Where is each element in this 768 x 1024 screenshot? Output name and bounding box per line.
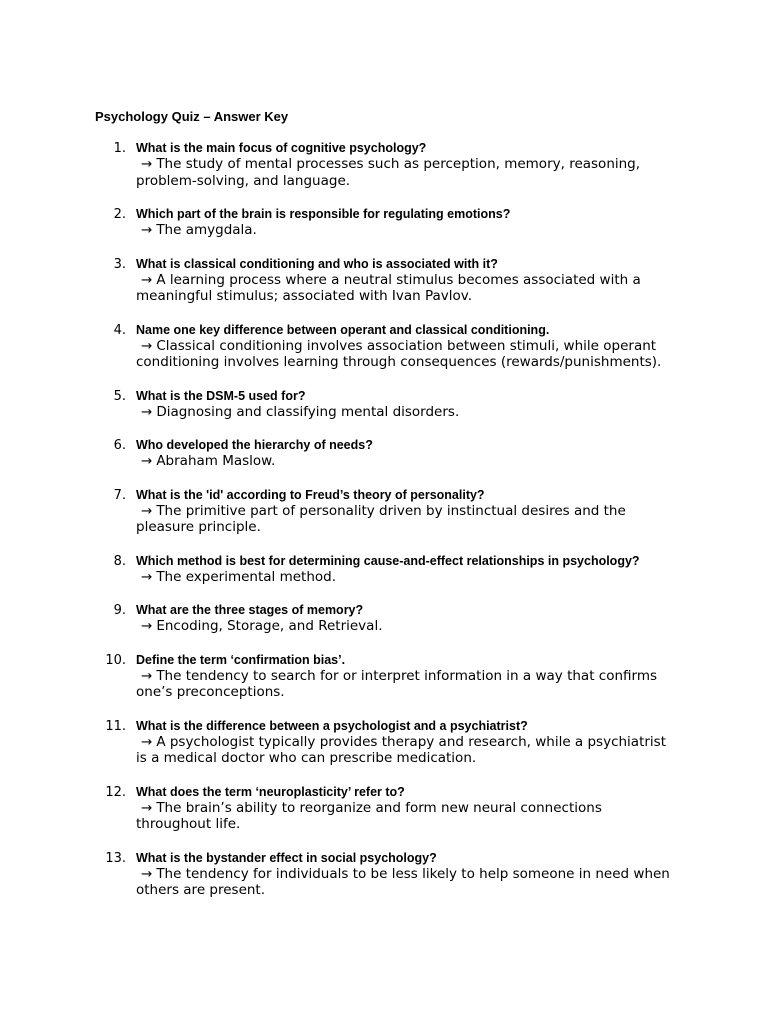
question-text: Name one key difference between operant and classical conditioning. — [136, 322, 550, 337]
question-text: What is the DSM-5 used for? — [136, 388, 306, 403]
arrow-icon: → — [141, 271, 153, 288]
question-number: 11. — [105, 718, 126, 734]
arrow-icon: → — [141, 733, 153, 750]
answer-content: Classical conditioning involves association between stimuli, while operant conditioning involves learning through consequences (rewards/punishments). — [136, 337, 662, 370]
answer-text — [136, 618, 681, 635]
answer-content: The tendency for individuals to be less likely to help someone in need when others are present. — [136, 865, 670, 898]
answer-text — [136, 668, 681, 701]
answer-content: The experimental method. — [156, 568, 336, 585]
answer-text — [136, 404, 681, 421]
answer-text — [136, 503, 681, 536]
question-text: What are the three stages of memory? — [136, 603, 364, 617]
question-number: 3. — [113, 256, 126, 272]
arrow-icon: → — [141, 222, 153, 238]
answer-text — [136, 734, 681, 767]
arrow-icon: → — [141, 337, 153, 354]
question-text: What is the bystander effect in social psychology? — [136, 850, 437, 865]
question-item-8 — [0, 553, 768, 586]
answer-text — [136, 866, 681, 899]
question-number: 10. — [105, 652, 126, 668]
question-number: 7. — [113, 487, 126, 503]
question-text: Who developed the hierarchy of needs? — [136, 438, 373, 452]
question-text: What is the 'id' according to Freud’s theory of personality? — [136, 487, 485, 502]
question-item-5 — [0, 388, 768, 421]
question-item-2 — [0, 206, 768, 239]
question-item-6 — [0, 437, 768, 470]
answer-content: A learning process where a neutral stimulus becomes associated with a meaningful stimulus; associated with Ivan Pavlov. — [136, 271, 641, 304]
question-text: What does the term ‘neuroplasticity’ refer to? — [136, 784, 405, 799]
question-text: What is the main focus of cognitive psychology? — [136, 141, 427, 155]
question-number: 13. — [105, 850, 126, 866]
question-list — [0, 140, 768, 916]
question-item-11 — [0, 718, 768, 767]
arrow-icon: → — [141, 453, 153, 469]
answer-content: The brain’s ability to reorganize and form new neural connections throughout life. — [136, 799, 602, 832]
question-item-4 — [0, 322, 768, 371]
question-number: 9. — [113, 603, 126, 618]
question-text: Which part of the brain is responsible for regulating emotions? — [136, 207, 511, 221]
arrow-icon: → — [141, 865, 153, 882]
arrow-icon: → — [141, 799, 153, 816]
question-item-13 — [0, 850, 768, 899]
question-number: 5. — [113, 388, 126, 404]
document-title — [91, 108, 288, 126]
question-item-9 — [0, 602, 768, 635]
question-text: Define the term ‘confirmation bias’. — [136, 652, 346, 667]
question-number: 2. — [113, 207, 126, 222]
answer-text — [136, 569, 681, 586]
answer-content: A psychologist typically provides therapy and research, while a psychiatrist is a medical doctor who can prescribe medication. — [136, 733, 666, 766]
answer-text — [136, 222, 681, 239]
arrow-icon: → — [141, 156, 153, 172]
question-number: 1. — [113, 141, 126, 156]
arrow-icon: → — [141, 667, 153, 684]
answer-content: The study of mental processes such as perception, memory, reasoning, problem-solving, and language. — [136, 156, 641, 189]
question-item-12 — [0, 784, 768, 833]
answer-content: The primitive part of personality driven by instinctual desires and the pleasure principle. — [136, 502, 626, 535]
answer-text — [136, 800, 681, 833]
question-text: Which method is best for determining cause-and-effect relationships in psychology? — [136, 553, 640, 568]
answer-content: Diagnosing and classifying mental disorders. — [156, 403, 460, 420]
answer-text — [136, 272, 681, 305]
arrow-icon: → — [141, 568, 153, 585]
answer-content: Encoding, Storage, and Retrieval. — [156, 618, 383, 634]
arrow-icon: → — [141, 403, 153, 420]
arrow-icon: → — [141, 502, 153, 519]
answer-content: The tendency to search for or interpret information in a way that confirms one’s preconceptions. — [136, 667, 658, 700]
answer-text — [136, 156, 681, 189]
question-number: 12. — [105, 784, 126, 800]
question-item-1 — [0, 140, 768, 189]
question-number: 6. — [113, 438, 126, 453]
question-text: What is the difference between a psychologist and a psychiatrist? — [136, 718, 528, 733]
answer-text — [136, 338, 681, 371]
arrow-icon: → — [141, 618, 153, 634]
answer-content: Abraham Maslow. — [156, 453, 276, 469]
question-text: What is classical conditioning and who is associated with it? — [136, 256, 498, 271]
question-number: 8. — [113, 553, 126, 569]
question-item-10 — [0, 652, 768, 701]
document-title-text: Psychology Quiz – Answer Key — [95, 109, 289, 124]
question-item-3 — [0, 256, 768, 305]
answer-content: The amygdala. — [156, 222, 257, 238]
question-number: 4. — [113, 322, 126, 338]
answer-text — [136, 453, 681, 470]
question-item-7 — [0, 487, 768, 536]
